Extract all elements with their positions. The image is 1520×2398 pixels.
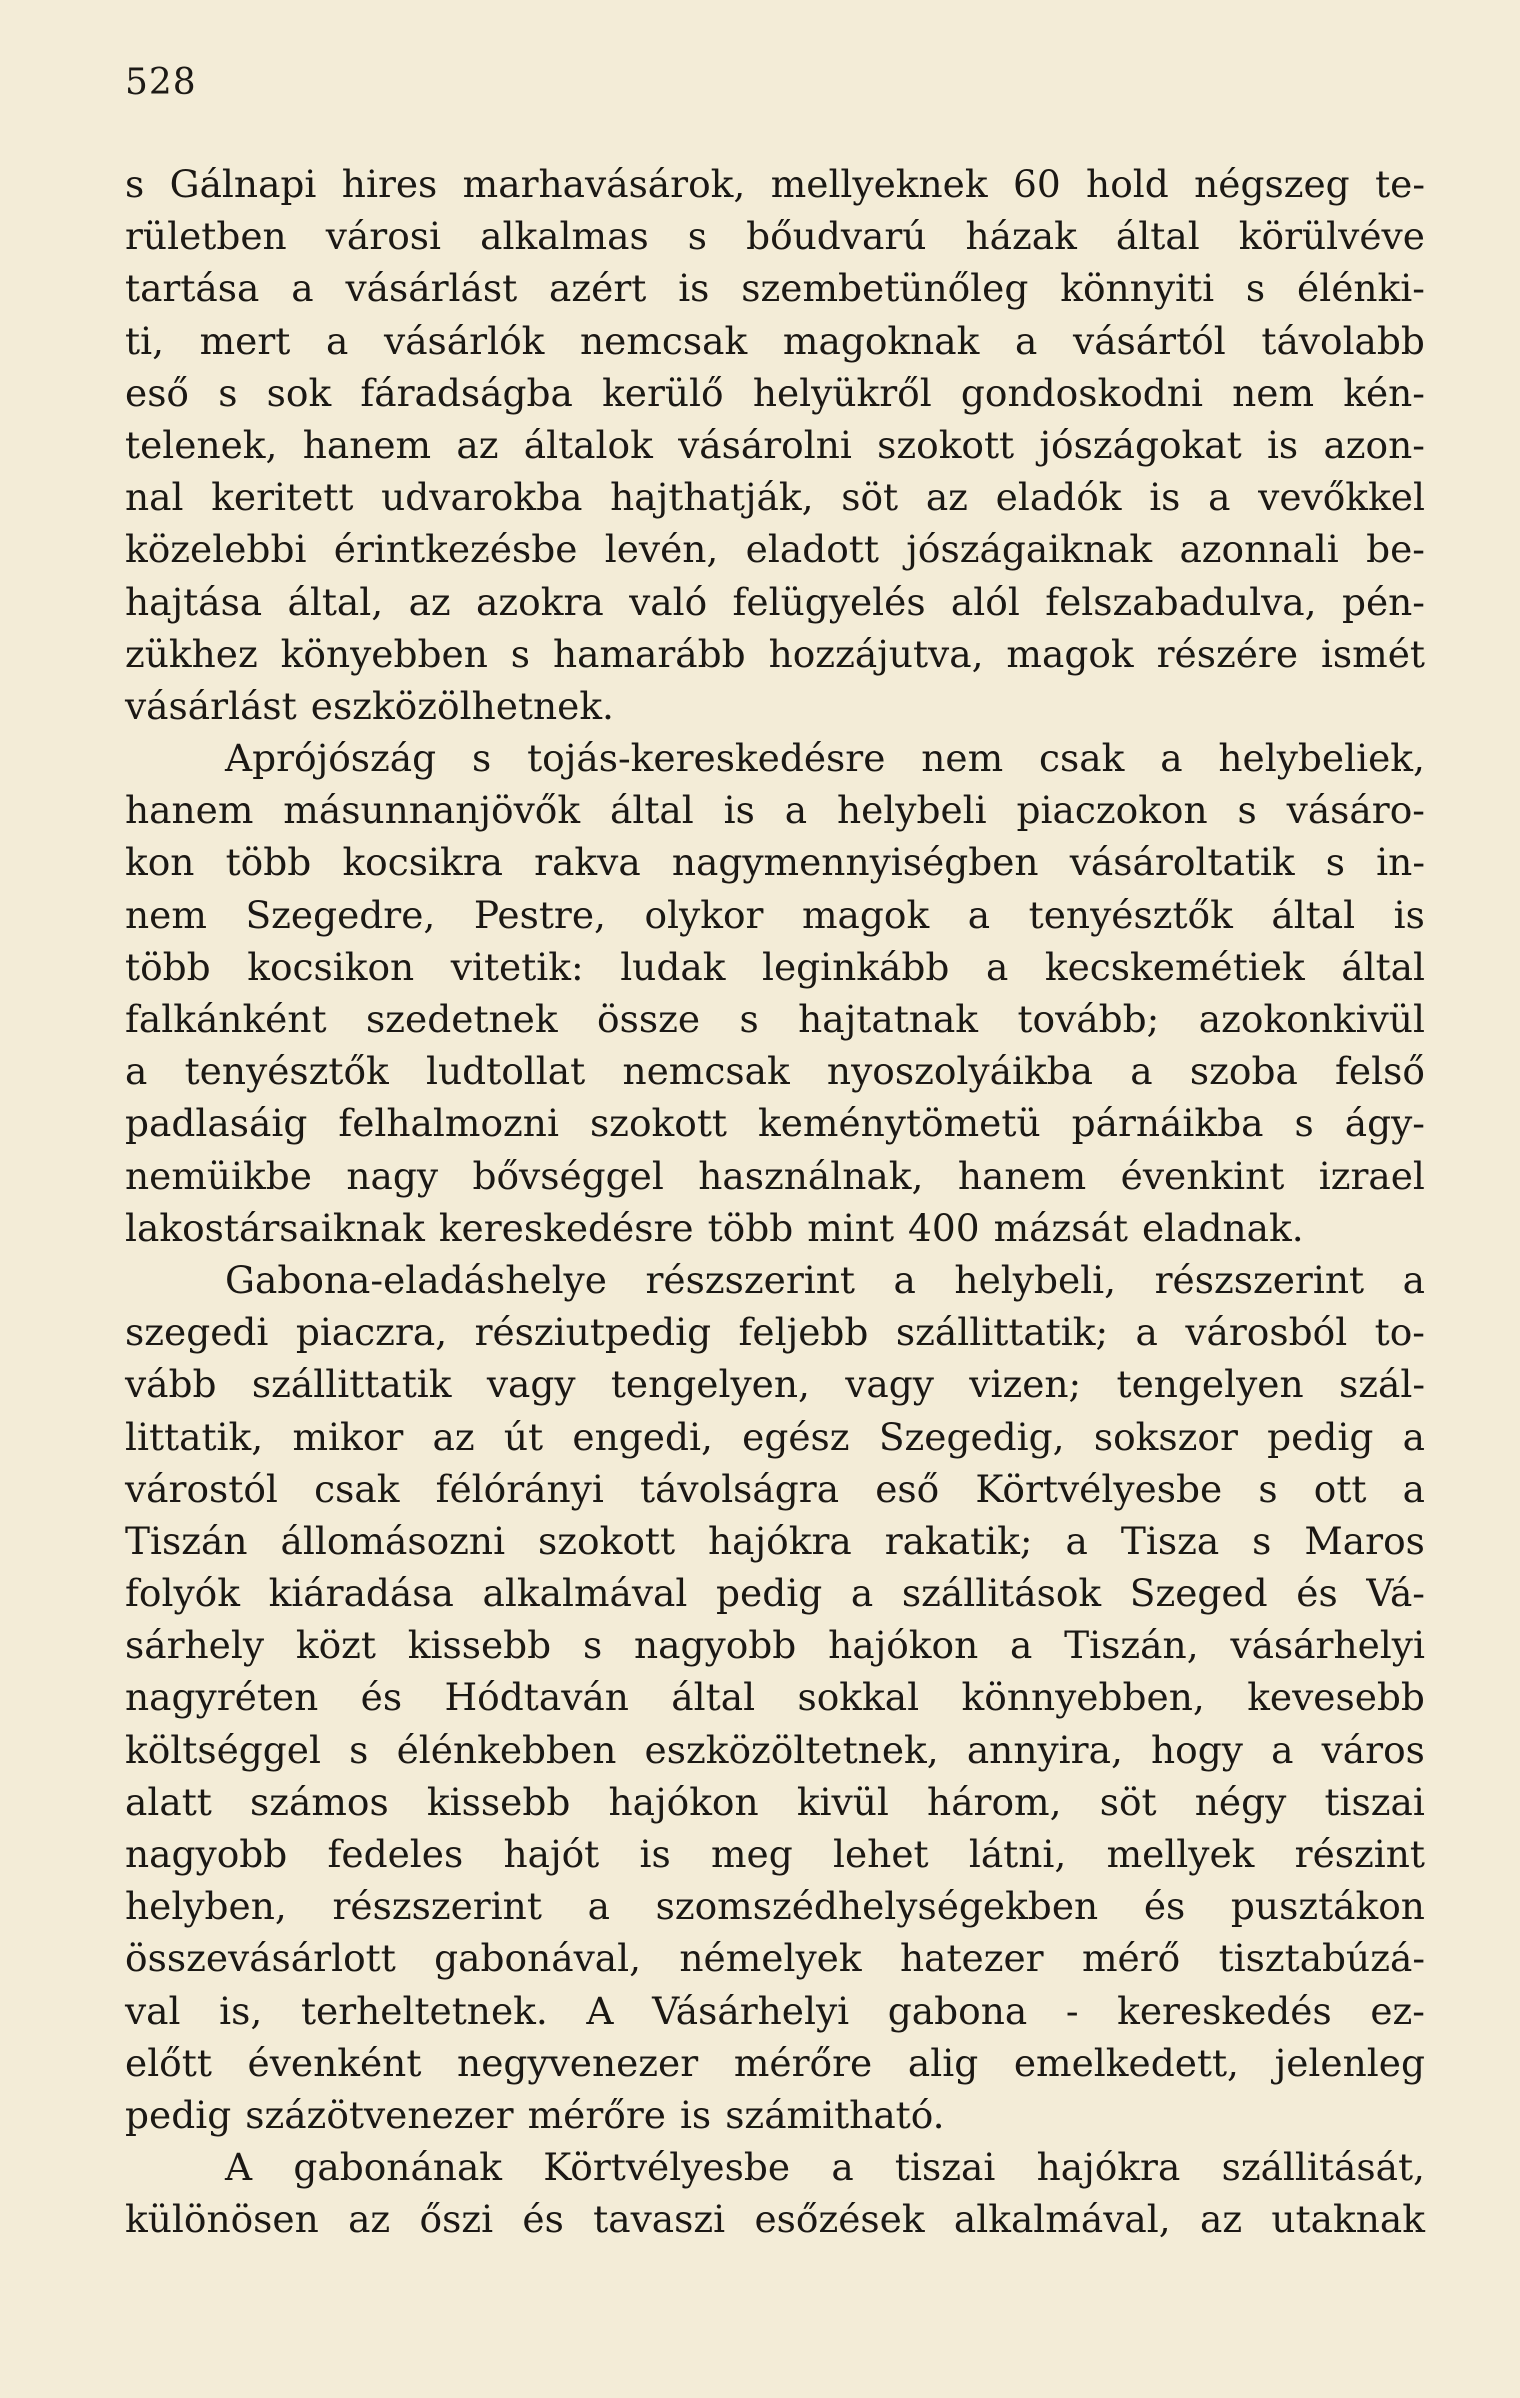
text-line: Gabona-eladáshelye részszerint a helybeli, részszerint a	[225, 1257, 1425, 1302]
text-line: lakostársaiknak kereskedésre több mint 400 mázsát eladnak.	[125, 1205, 1304, 1250]
text-line: a tenyésztők ludtollat nemcsak nyoszolyáikba a szoba felső	[125, 1049, 1425, 1094]
text-line: nem Szegedre, Pestre, olykor magok a tenyésztők által is	[125, 892, 1425, 937]
text-line: helyben, részszerint a szomszédhelységekben és pusztákon	[125, 1884, 1425, 1929]
text-line: kon több kocsikra rakva nagymennyiségben vásároltatik s in-	[125, 840, 1425, 885]
text-line: rületben városi alkalmas s bőudvarú házak által körülvéve	[125, 214, 1425, 259]
text-line: nagyréten és Hódtaván által sokkal könnyebben, kevesebb	[125, 1675, 1425, 1720]
text-line: nagyobb fedeles hajót is meg lehet látni, mellyek részint	[125, 1832, 1425, 1876]
text-line: ti, mert a vásárlók nemcsak magoknak a vásártól távolabb	[125, 318, 1425, 363]
text-line: nemüikbe nagy bővséggel használnak, hanem évenkint izrael	[125, 1153, 1425, 1198]
text-line: Aprójószág s tojás-kereskedésre nem csak a helybeliek,	[225, 736, 1425, 781]
page-number: 528	[125, 62, 197, 103]
text-line: falkánként szedetnek össze s hajtatnak tovább; azokonkivül	[125, 997, 1425, 1041]
text-line: előtt évenként negyvenezer mérőre alig emelkedett, jelenleg	[125, 2040, 1425, 2085]
text-line: zükhez könyebben s hamarább hozzájutva, magok részére ismét	[125, 631, 1425, 676]
text-line: telenek, hanem az általok vásárolni szokott jószágokat is azon-	[125, 422, 1425, 467]
text-line: Tiszán állomásozni szokott hajókra rakatik; a Tisza s Maros	[125, 1518, 1425, 1563]
text-line: szegedi piaczra, résziutpedig feljebb szállittatik; a városból to-	[125, 1310, 1425, 1355]
text-line: eső s sok fáradságba kerülő helyükről gondoskodni nem kén-	[125, 370, 1425, 415]
text-line: pedig százötvenezer mérőre is számitható.	[125, 2092, 945, 2137]
text-line: val is, terheltetnek. A Vásárhelyi gabona - kereskedés ez-	[125, 1988, 1425, 2033]
paragraph	[125, 732, 1425, 1254]
text-line: folyók kiáradása alkalmával pedig a szállitások Szeged és Vá-	[125, 1571, 1425, 1616]
text-line: alatt számos kissebb hajókon kivül három, söt négy tiszai	[125, 1779, 1425, 1824]
text-line: nal keritett udvarokba hajthatják, söt az eladók is a vevőkkel	[125, 475, 1425, 520]
text-line: vásárlást eszközölhetnek.	[125, 683, 614, 728]
text-line: padlasáig felhalmozni szokott keménytömetü párnáikba s ágy-	[125, 1101, 1425, 1146]
body-text	[125, 158, 1425, 2246]
text-line: közelebbi érintkezésbe levén, eladott jószágaiknak azonnali be-	[125, 527, 1425, 572]
text-line: vább szállittatik vagy tengelyen, vagy vizen; tengelyen szál-	[125, 1362, 1425, 1407]
text-line: tartása a vásárlást azért is szembetünőleg könnyiti s élénki-	[125, 266, 1425, 311]
text-line: A gabonának Körtvélyesbe a tiszai hajókra szállitását,	[225, 2145, 1425, 2190]
text-line: összevásárlott gabonával, némelyek hatezer mérő tisztabúzá-	[125, 1936, 1425, 1981]
text-line: költséggel s élénkebben eszközöltetnek, annyira, hogy a város	[125, 1727, 1425, 1772]
text-line: várostól csak félórányi távolságra eső Körtvélyesbe s ott a	[125, 1466, 1425, 1511]
text-line: hanem másunnanjövők által is a helybeli piaczokon s vásáro-	[125, 788, 1425, 833]
text-line: hajtása által, az azokra való felügyelés alól felszabadulva, pén-	[125, 579, 1425, 624]
text-line: sárhely közt kissebb s nagyobb hajókon a Tiszán, vásárhelyi	[125, 1623, 1425, 1668]
paragraph	[125, 2141, 1425, 2245]
text-line: különösen az őszi és tavaszi esőzések alkalmával, az utaknak	[125, 2197, 1425, 2242]
paragraph	[125, 158, 1425, 732]
text-line: littatik, mikor az út engedi, egész Szegedig, sokszor pedig a	[125, 1414, 1425, 1459]
paragraph	[125, 1254, 1425, 2141]
text-line: több kocsikon vitetik: ludak leginkább a kecskemétiek által	[125, 944, 1425, 989]
text-line: s Gálnapi hires marhavásárok, mellyeknek 60 hold négszeg te-	[125, 162, 1425, 206]
